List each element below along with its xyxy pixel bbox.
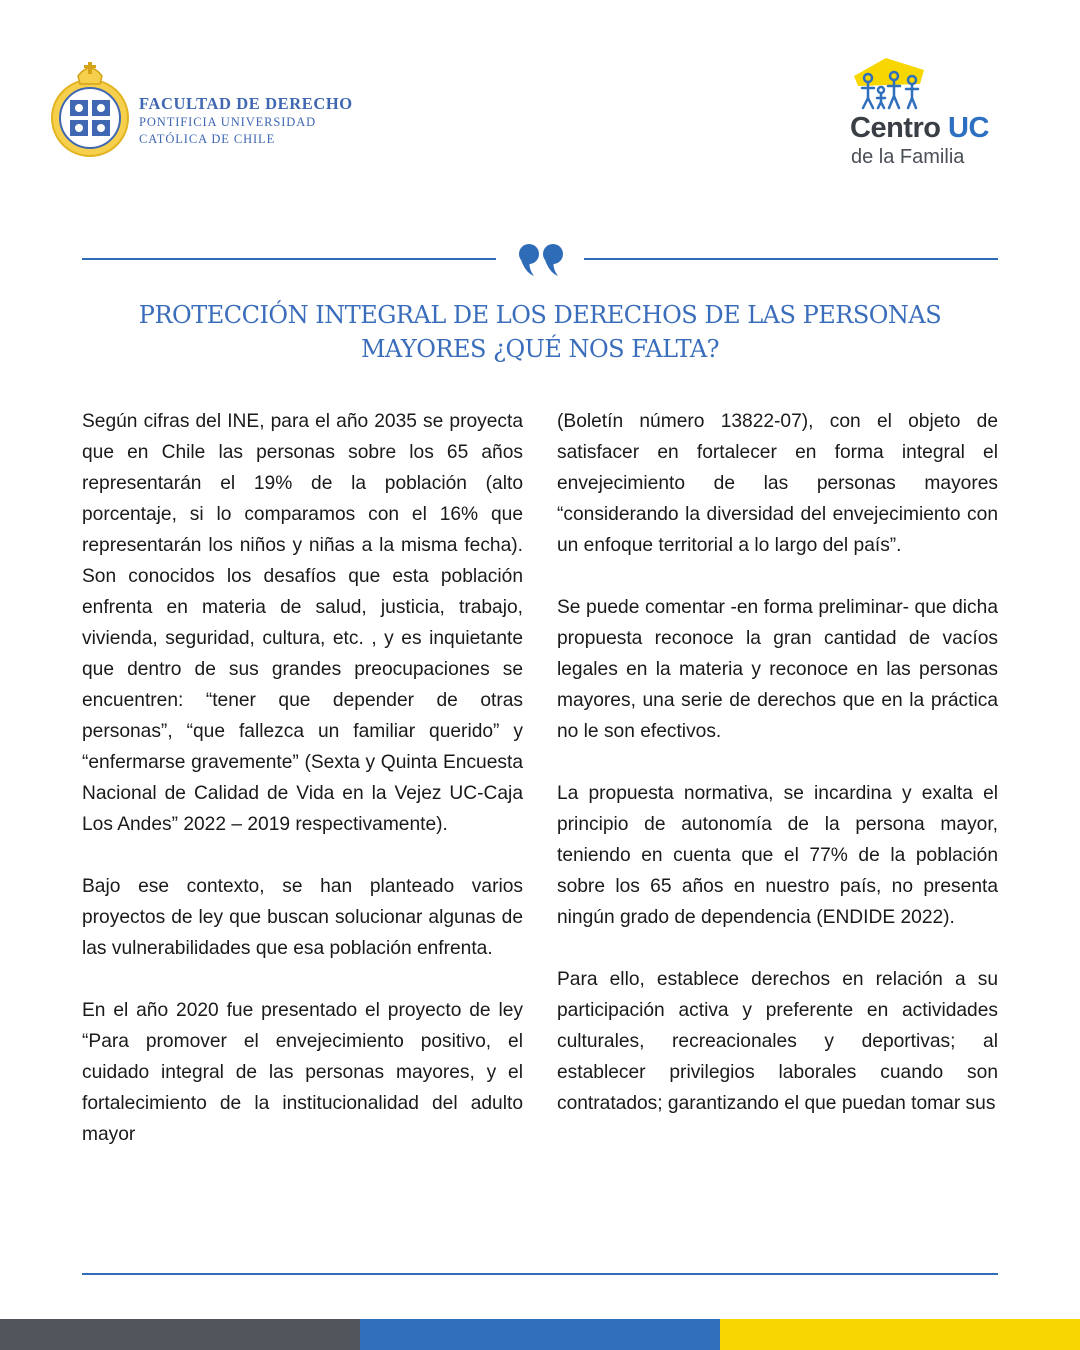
- paragraph: Se puede comentar -en forma preliminar- que dicha propuesta reconoce la gran cantidad de vacíos legales en la materia y reconoce en las personas mayores, una serie de derechos que en la práctica no le son efectivos.: [557, 597, 998, 742]
- faculty-line3: CATÓLICA DE CHILE: [139, 132, 276, 146]
- uc-seal-icon: [48, 56, 132, 160]
- footer-bar-yellow: [720, 1319, 1080, 1350]
- bottom-divider: [82, 1273, 998, 1275]
- divider-right: [584, 258, 998, 260]
- body-column-right: [557, 406, 998, 1119]
- faculty-line1: FACULTAD DE DERECHO: [139, 94, 353, 113]
- divider-left: [82, 258, 496, 260]
- faculty-name: [139, 94, 353, 148]
- paragraph: Según cifras del INE, para el año 2035 se proyecta que en Chile las personas sobre los 65 años representarán el 19% de la población (alto porcentaje, si lo comparamos con el 16% que representarán los niños y niñas a la misma fecha). Son conocidos los desafíos que esta población enfrenta en materia de salud, justicia, trabajo, vivienda, seguridad, cultura, etc. , y es inquietante que dentro de sus grandes preocupaciones se encuentren: “tener que depender de otras personas”, “que fallezca un familiar querido” y “enfermarse gravemente” (Sexta y Quinta Encuesta Nacional de Calidad de Vida en la Vejez UC-Caja Los Andes” 2022 – 2019 respectivamente).: [82, 411, 523, 835]
- footer-bar-blue: [360, 1319, 720, 1350]
- paragraph: Para ello, establece derechos en relación a su participación activa y preferente en actividades culturales, recreacionales y deportivas; al establecer privilegios laborales cuando son contratados; garantizando el que puedan tomar sus: [557, 969, 998, 1114]
- page-title: [60, 298, 1020, 366]
- title-line1: PROTECCIÓN INTEGRAL DE LOS DERECHOS DE LAS PERSONAS: [138, 301, 942, 329]
- paragraph: Bajo ese contexto, se han planteado varios proyectos de ley que buscan solucionar algunas de las vulnerabilidades que esa población enfrenta.: [82, 876, 523, 959]
- body-column-left: [82, 406, 523, 1150]
- centro-word: Centro: [850, 112, 941, 144]
- paragraph: (Boletín número 13822-07), con el objeto de satisfacer en fortalecer en forma integral el envejecimiento de las personas mayores “considerando la diversidad del envejecimiento con un enfoque territorial a lo largo del país”.: [557, 411, 998, 556]
- faculty-line2: PONTIFICIA UNIVERSIDAD: [139, 115, 317, 129]
- paragraph: La propuesta normativa, se incardina y exalta el principio de autonomía de la persona mayor, teniendo en cuenta que el 77% de la población sobre los 65 años en nuestro país, no presenta ningún grado de dependencia (ENDIDE 2022).: [557, 783, 998, 928]
- uc-word: UC: [948, 112, 989, 144]
- family-logo-icon: [850, 56, 930, 110]
- quote-icon: [514, 232, 570, 282]
- title-line2: MAYORES ¿QUÉ NOS FALTA?: [360, 335, 720, 363]
- centro-uc-wordmark: [850, 112, 989, 144]
- paragraph: En el año 2020 fue presentado el proyecto de ley “Para promover el envejecimiento positivo, el cuidado integral de las personas mayores, y el fortalecimiento de la institucionalidad del adulto mayor: [82, 1000, 523, 1145]
- footer-bar-gray: [0, 1319, 360, 1350]
- centro-subtitle: de la Familia: [851, 146, 965, 168]
